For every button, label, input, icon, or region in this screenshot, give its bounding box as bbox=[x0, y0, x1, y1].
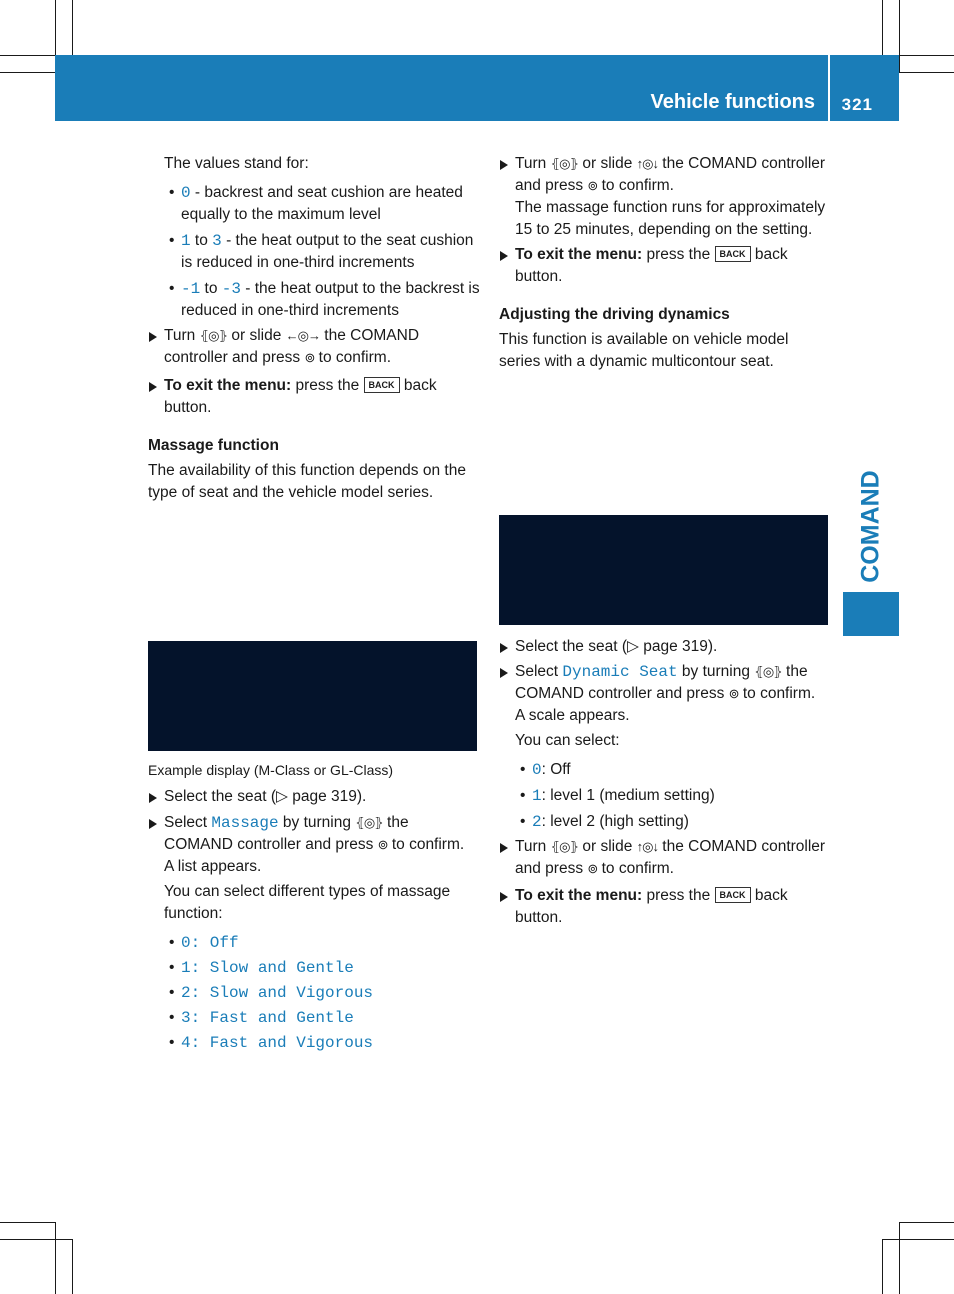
controller-turn-icon: ⦃◎⦄ bbox=[550, 156, 579, 171]
instruction-step: Turn ⦃◎⦄ or slide ←◎→ the COMAND controller and press ⊚ to confirm. bbox=[148, 325, 481, 369]
crop-mark bbox=[0, 1222, 55, 1223]
section-title: Vehicle functions bbox=[650, 91, 815, 113]
instruction-step: To exit the menu: press the BACK back button. bbox=[148, 375, 481, 419]
right-column bbox=[499, 153, 829, 373]
subheading-massage: Massage function bbox=[148, 437, 279, 454]
level-option: • 2: level 2 (high setting) bbox=[515, 811, 829, 833]
massage-option: • 2: Slow and Vigorous bbox=[164, 982, 481, 1004]
you-can-select-text: You can select: bbox=[515, 732, 620, 749]
controller-slide-icon: ↑◎↓ bbox=[636, 156, 658, 171]
controller-turn-icon: ⦃◎⦄ bbox=[550, 839, 579, 854]
level-option: • 1: level 1 (medium setting) bbox=[515, 785, 829, 807]
massage-duration-text: The massage function runs for approximately 15 to 25 minutes, depending on the setting. bbox=[515, 199, 826, 238]
crop-mark bbox=[0, 1239, 72, 1240]
back-button-icon: BACK bbox=[715, 246, 751, 262]
crop-mark bbox=[882, 0, 883, 55]
page-header bbox=[55, 55, 899, 121]
subheading-driving-dynamics: Adjusting the driving dynamics bbox=[499, 306, 730, 323]
controller-turn-icon: ⦃◎⦄ bbox=[754, 664, 782, 679]
driving-dynamics-description: This function is available on vehicle model series with a dynamic multicontour seat. bbox=[499, 331, 789, 370]
back-button-icon: BACK bbox=[715, 887, 751, 903]
crop-mark bbox=[882, 1239, 883, 1294]
scale-appears-text: A scale appears. bbox=[515, 707, 630, 724]
list-item: • 1 to 3 - the heat output to the seat cushion is reduced in one-third increments bbox=[164, 230, 481, 274]
massage-description: The availability of this function depends on the type of seat and the vehicle model series. bbox=[148, 462, 466, 501]
crop-mark bbox=[899, 1222, 954, 1223]
left-column bbox=[148, 153, 481, 504]
crop-mark bbox=[72, 1239, 73, 1294]
crop-mark bbox=[0, 55, 55, 56]
image-caption: Example display (M-Class or GL-Class) bbox=[148, 762, 394, 778]
instruction-step: To exit the menu: press the BACK back button. bbox=[499, 244, 829, 288]
back-button-icon: BACK bbox=[364, 377, 400, 393]
controller-press-icon: ⊚ bbox=[728, 686, 739, 701]
crop-mark bbox=[899, 72, 954, 73]
header-divider bbox=[828, 55, 830, 121]
list-appears-text: A list appears. bbox=[164, 858, 262, 875]
left-column-lower bbox=[148, 759, 481, 1054]
massage-option: • 4: Fast and Vigorous bbox=[164, 1032, 481, 1054]
crop-mark bbox=[899, 0, 900, 72]
controller-slide-icon: ↑◎↓ bbox=[636, 839, 658, 854]
values-intro: The values stand for: bbox=[164, 155, 309, 172]
crop-mark bbox=[882, 1239, 954, 1240]
controller-press-icon: ⊚ bbox=[587, 861, 598, 876]
crop-mark bbox=[899, 55, 954, 56]
massage-option: • 1: Slow and Gentle bbox=[164, 957, 481, 979]
controller-turn-icon: ⦃◎⦄ bbox=[355, 815, 383, 830]
crop-mark bbox=[55, 1222, 56, 1294]
instruction-step: Turn ⦃◎⦄ or slide ↑◎↓ the COMAND controller and press ⊚ to confirm. bbox=[499, 153, 829, 197]
chapter-tab bbox=[843, 592, 899, 636]
instruction-step: Select Dynamic Seat by turning ⦃◎⦄ the COMAND controller and press ⊚ to confirm. bbox=[499, 661, 829, 705]
list-item: • 0 - backrest and seat cushion are heated equally to the maximum level bbox=[164, 182, 481, 226]
crop-mark bbox=[899, 1222, 900, 1294]
example-display-image bbox=[148, 641, 477, 751]
instruction-step: Select Massage by turning ⦃◎⦄ the COMAND controller and press ⊚ to confirm. bbox=[148, 812, 481, 856]
massage-option: • 0: Off bbox=[164, 932, 481, 954]
controller-slide-icon: ←◎→ bbox=[285, 328, 320, 343]
right-column-lower bbox=[499, 636, 829, 929]
page-number: 321 bbox=[841, 95, 873, 114]
controller-turn-icon: ⦃◎⦄ bbox=[199, 328, 228, 343]
controller-press-icon: ⊚ bbox=[304, 350, 315, 365]
select-types-text: You can select different types of massage function: bbox=[164, 883, 451, 922]
instruction-step: To exit the menu: press the BACK back button. bbox=[499, 885, 829, 929]
controller-press-icon: ⊚ bbox=[377, 837, 388, 852]
instruction-step: Turn ⦃◎⦄ or slide ↑◎↓ the COMAND controller and press ⊚ to confirm. bbox=[499, 836, 829, 880]
massage-option: • 3: Fast and Gentle bbox=[164, 1007, 481, 1029]
instruction-step: Select the seat (▷ page 319). bbox=[499, 636, 829, 658]
dynamic-seat-display-image bbox=[499, 515, 828, 625]
list-item: • -1 to -3 - the heat output to the backrest is reduced in one-third increments bbox=[164, 278, 481, 322]
instruction-step: Select the seat (▷ page 319). bbox=[148, 786, 481, 808]
crop-mark bbox=[0, 72, 55, 73]
chapter-tab-text: COMAND bbox=[856, 470, 885, 583]
crop-mark bbox=[72, 0, 73, 55]
chapter-tab-label bbox=[843, 470, 899, 590]
level-option: • 0: Off bbox=[515, 759, 829, 781]
controller-press-icon: ⊚ bbox=[587, 178, 598, 193]
